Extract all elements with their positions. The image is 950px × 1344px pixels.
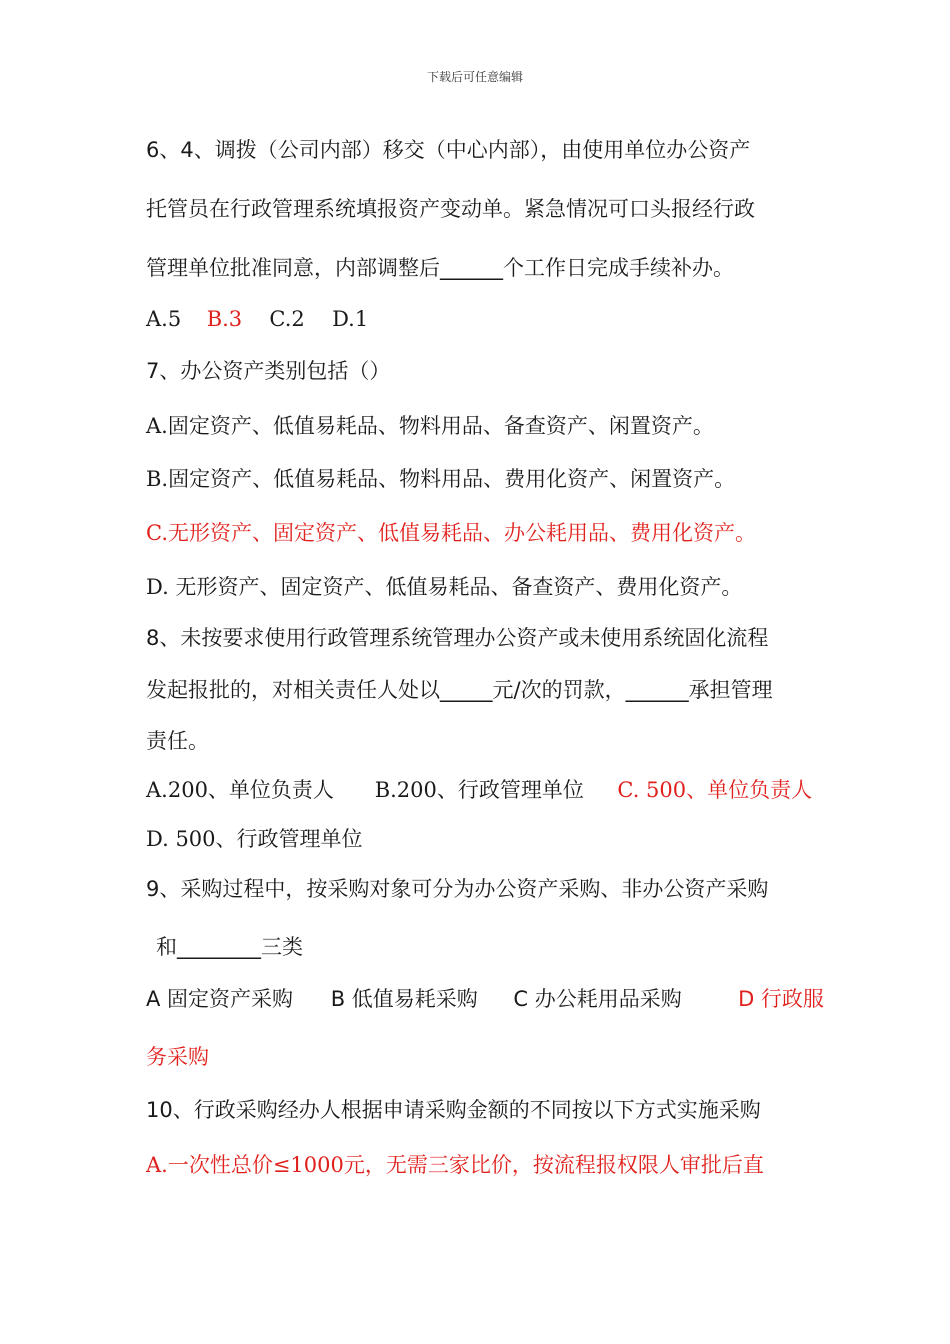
q9-line-2: 和________三类 xyxy=(156,935,303,959)
q7-stem: 7、办公资产类别包括（） xyxy=(146,359,391,383)
q10-option-a: A.一次性总价≤1000元，无需三家比价，按流程报权限人审批后直 xyxy=(146,1153,764,1177)
q6-line-1: 6、4、调拨（公司内部）移交（中心内部），由使用单位办公资产 xyxy=(146,138,751,162)
q7-option-b: B.固定资产、低值易耗品、物料用品、费用化资产、闲置资产。 xyxy=(146,467,736,491)
q8-option-d: D. 500、行政管理单位 xyxy=(146,827,363,851)
q9-option-b: B 低值易耗采购 xyxy=(330,987,478,1011)
q9-option-d-continued: 务采购 xyxy=(146,1045,209,1069)
q7-option-c: C.无形资产、固定资产、低值易耗品、办公耗用品、费用化资产。 xyxy=(146,521,756,545)
q8-option-b: B.200、行政管理单位 xyxy=(374,778,584,802)
q8-line-3: 责任。 xyxy=(146,729,209,753)
q6-option-d: D.1 xyxy=(332,307,369,331)
q9-option-d: D 行政服 xyxy=(738,987,824,1011)
q6-line-2: 托管员在行政管理系统填报资产变动单。紧急情况可口头报经行政 xyxy=(146,197,755,221)
q6-line-3: 管理单位批准同意，内部调整后______个工作日完成手续补办。 xyxy=(146,256,734,280)
q7-option-a: A.固定资产、低值易耗品、物料用品、备查资产、闲置资产。 xyxy=(146,414,714,438)
q9-option-c: C 办公耗用品采购 xyxy=(513,987,682,1011)
q7-option-d: D. 无形资产、固定资产、低值易耗品、备查资产、费用化资产。 xyxy=(146,575,743,599)
q8-line-1: 8、未按要求使用行政管理系统管理办公资产或未使用系统固化流程 xyxy=(146,626,769,650)
q8-option-c: C. 500、单位负责人 xyxy=(617,778,813,802)
q10-stem: 10、行政采购经办人根据申请采购金额的不同按以下方式实施采购 xyxy=(146,1098,761,1122)
q6-option-c: C.2 xyxy=(269,307,305,331)
q8-option-a: A.200、单位负责人 xyxy=(146,778,334,802)
q9-options xyxy=(146,986,824,1012)
q6-options xyxy=(146,306,368,332)
q9-line-1: 9、采购过程中，按采购对象可分为办公资产采购、非办公资产采购 xyxy=(146,877,769,901)
q8-line-2: 发起报批的，对相关责任人处以_____元/次的罚款，______承担管理 xyxy=(146,678,773,702)
q9-option-a: A 固定资产采购 xyxy=(146,987,294,1011)
page-header: 下载后可任意编辑 xyxy=(426,70,523,84)
q8-options-row-1 xyxy=(146,777,812,803)
q6-option-b: B.3 xyxy=(206,307,243,331)
q6-option-a: A.5 xyxy=(146,307,182,331)
